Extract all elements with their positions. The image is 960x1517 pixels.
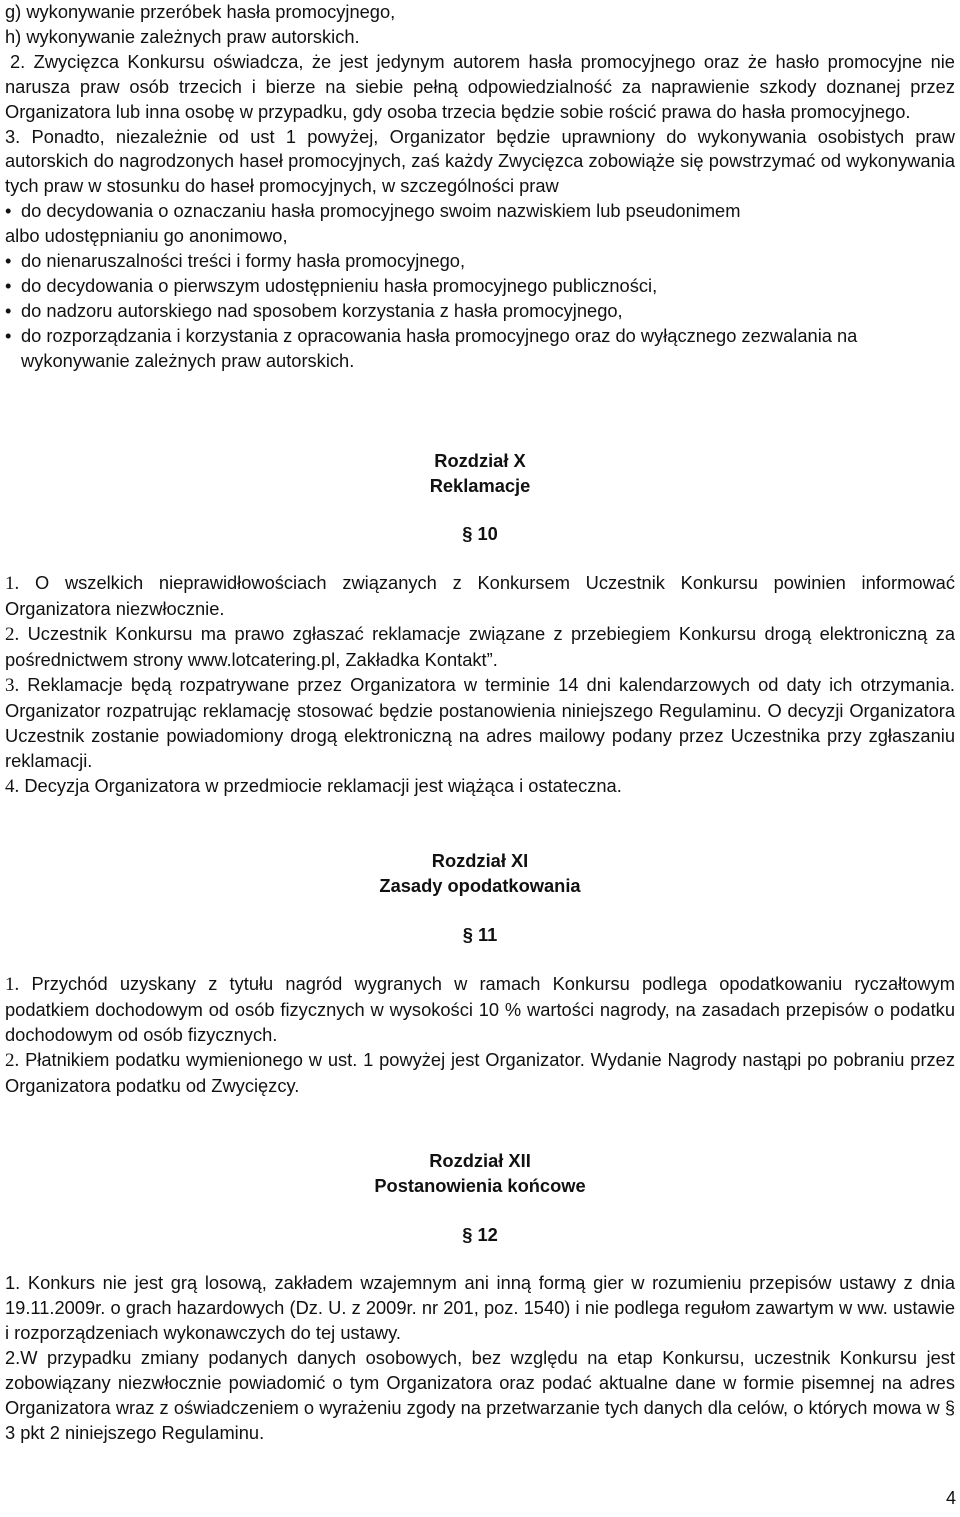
chapter-11-item-1 <box>5 972 955 1048</box>
list-item <box>5 249 955 274</box>
item-number: 4. <box>5 775 20 797</box>
section9-point-2 <box>5 50 955 125</box>
point-text: Zwycięzca Konkursu oświadcza, że jest jedynym autorem hasła promocyjnego oraz że hasło promocyjne nie narusza praw osób trzecich i bierze na siebie pełną odpowiedzialność za naprawienie szkody doznanej przez Organizatora lub inna osobę w przypadku, gdy osoba trzecia będzie sobie rościć prawa do hasła promocyjnego. <box>5 50 955 122</box>
list-item-text: do decydowania o pierwszym udostępnieniu hasła promocyjnego publiczności, <box>21 274 658 296</box>
chapter-11-subtitle: Zasady opodatkowania <box>379 875 581 897</box>
chapter-12-item-1 <box>5 1271 955 1346</box>
item-text: Reklamacje będą rozpatrywane przez Organizatora w terminie 14 dni kalendarzowych od daty ich otrzymania. Organizator rozpatrując reklamację stosować będzie postanowienia niniejszego Regulaminu. O decyzji Organizatora Uczestnik zostanie powiadomiony drogą elektroniczną na adres mailowy podany przez Uczestnika przy zgłaszaniu reklamacji. <box>5 673 955 771</box>
chapter-12-subtitle: Postanowienia końcowe <box>374 1174 586 1196</box>
chapter-12-title: Rozdział XII <box>429 1149 531 1171</box>
item-g: g) wykonywanie przeróbek hasła promocyjnego, <box>5 1 396 22</box>
item-number: 3. <box>5 674 20 696</box>
bullet-icon: • <box>5 299 12 321</box>
bullet-icon: • <box>5 250 12 272</box>
rights-list-continued <box>5 249 955 374</box>
rights-list <box>5 199 955 224</box>
item-text: Decyzja Organizatora w przedmiocie reklamacji jest wiążąca i ostateczna. <box>24 774 622 796</box>
item-text: W przypadku zmiany podanych danych osobowych, bez względu na etap Konkursu, uczestnik Konkursu jest zobowiązany niezwłocznie powiadomić o tym Organizatora oraz podać aktualne dane w formie pisemnej na adres Organizatora wraz z oświadczeniem o wyrażeniu zgody na przetwarzanie tych danych dla celów, o których mowa w § 3 pkt 2 niniejszego Regulaminu. <box>5 1347 955 1443</box>
chapter-11-title: Rozdział XI <box>431 850 529 872</box>
item-number: 1. <box>5 1272 21 1294</box>
list-item-text: do rozporządzania i korzystania z opracowania hasła promocyjnego oraz do wyłącznego zezwalania na wykonywanie zależnych praw autorskich. <box>21 324 858 371</box>
section-10-sign: § 10 <box>462 523 498 545</box>
item-number: 1. <box>5 974 20 996</box>
chapter-11-item-2 <box>5 1048 955 1099</box>
chapter-10-item-1 <box>5 571 955 622</box>
point-number: 3. <box>5 125 21 147</box>
point-number: 2. <box>10 50 26 72</box>
list-item-text: do nienaruszalności treści i formy hasła promocyjnego, <box>21 250 466 272</box>
section-11-sign: § 11 <box>462 924 498 946</box>
item-text: O wszelkich nieprawidłowościach związanych z Konkursem Uczestnik Konkursu powinien informować Organizatora niezwłocznie. <box>5 572 955 620</box>
chapter-10-item-2 <box>5 622 955 673</box>
list-item-text: do nadzoru autorskiego nad sposobem korzystania z hasła promocyjnego, <box>21 299 623 321</box>
item-number: 2. <box>5 624 20 646</box>
list-item <box>5 324 955 374</box>
item-number: 2. <box>5 1347 21 1369</box>
bullet-icon: • <box>5 324 12 346</box>
list-item-text: do decydowania o oznaczaniu hasła promocyjnego swoim nazwiskiem lub pseudonimem <box>21 200 741 222</box>
chapter-10-title: Rozdział X <box>434 449 526 471</box>
list-item <box>5 199 955 224</box>
chapter-10-item-4 <box>5 774 955 800</box>
document-page <box>5 0 955 1446</box>
chapter-10-subtitle: Reklamacje <box>429 474 531 496</box>
list-item <box>5 274 955 299</box>
section-12-sign: § 12 <box>462 1223 498 1245</box>
section9-point-3 <box>5 125 955 200</box>
chapter-12-item-2 <box>5 1346 955 1446</box>
chapter-10-item-3 <box>5 673 955 774</box>
item-number: 1. <box>5 573 20 595</box>
item-number: 2. <box>5 1049 20 1071</box>
item-text: Przychód uzyskany z tytułu nagród wygranych w ramach Konkursu podlega opodatkowaniu ryczałtowym podatkiem dochodowym od osób fizycznych w wysokości 10 % wartości nagrody, na zasadach przepisów o podatku dochodowym od osób fizycznych. <box>5 973 955 1045</box>
bullet-icon: • <box>5 274 12 296</box>
item-h: h) wykonywanie zależnych praw autorskich. <box>5 25 360 47</box>
list-item-continuation: albo udostępnianiu go anonimowo, <box>5 225 288 247</box>
item-text: Uczestnik Konkursu ma prawo zgłaszać reklamacje związane z przebiegiem Konkursu drogą elektroniczną za pośrednictwem strony www.lotcatering.pl, Zakładka Kontakt”. <box>5 623 955 671</box>
bullet-icon: • <box>5 200 12 222</box>
item-text: Konkurs nie jest grą losową, zakładem wzajemnym ani inną formą gier w rozumieniu przepisów ustawy z dnia 19.11.2009r. o grach hazardowych (Dz. U. z 2009r. nr 201, poz. 1540) i nie podlega regułom zawartym w ww. ustawie i rozporządzeniach wykonawczych do tej ustawy. <box>5 1272 955 1344</box>
page-number: 4 <box>945 1488 956 1508</box>
point-text: Ponadto, niezależnie od ust 1 powyżej, Organizator będzie uprawniony do wykonywania osobistych praw autorskich do nagrodzonych haseł promocyjnych, zaś każdy Zwycięzca zobowiąże się powstrzymać od wykonywania tych praw w stosunku do haseł promocyjnych, w szczególności praw <box>5 125 955 197</box>
list-item <box>5 299 955 324</box>
item-text: Płatnikiem podatku wymienionego w ust. 1 powyżej jest Organizator. Wydanie Nagrody nastąpi po pobraniu przez Organizatora podatku od Zwycięzcy. <box>5 1048 955 1096</box>
